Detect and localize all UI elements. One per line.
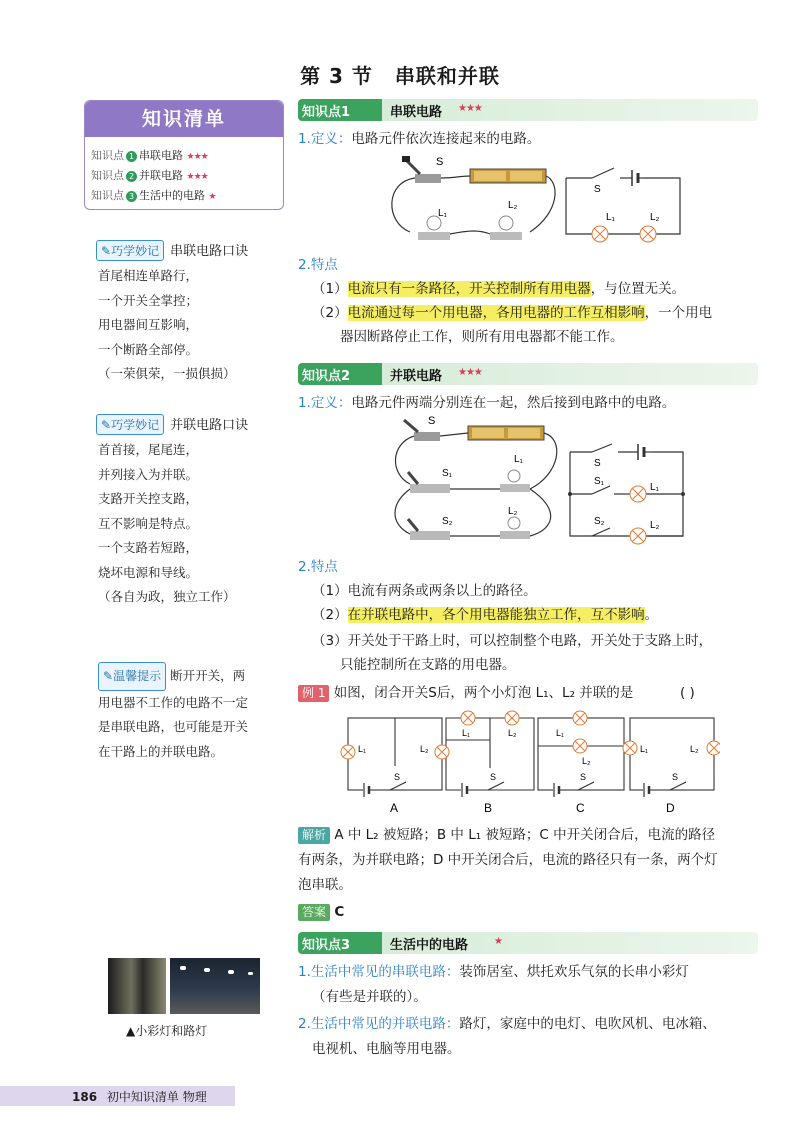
switch-label: S <box>672 772 679 782</box>
lamp-label: L₂ <box>690 744 699 754</box>
tip-warning: ✎温馨提示 断开开关，两 用电器不工作的电路不一定 是串联电路，也可能是开关 在干路上的并联电路。 <box>98 662 288 764</box>
kp2-feature-2: （2）在并联电路中，各个用电器能独立工作，互不影响。 <box>312 607 659 623</box>
switch-label: S₁ <box>594 476 605 487</box>
switch-label: S <box>436 156 444 168</box>
switch-label: S₂ <box>442 516 453 527</box>
kp3-item-2: 2.生活中常见的并联电路：路灯，家庭中的电灯、电吹风机、电冰箱、 <box>298 1016 716 1032</box>
lamp-icon <box>623 741 637 755</box>
lightbulb-icon: ✎ <box>101 418 112 432</box>
kp3-item-2-cont: 电视机、电脑等用电器。 <box>312 1041 461 1057</box>
lamp-label: L₂ <box>508 200 518 211</box>
analysis-line-3: 泡串联。 <box>298 877 352 893</box>
knowledge-list-header: 知识清单 <box>85 101 283 137</box>
star-icon: ★★★ <box>458 367 482 378</box>
knowledge-list-box <box>84 100 284 210</box>
lamp-label: L₂ <box>650 520 660 531</box>
page-title <box>0 60 800 89</box>
lamp-icon <box>707 741 720 755</box>
star-icon: ★★★ <box>186 152 208 162</box>
series-circuit-diagram <box>380 152 700 252</box>
lamp-label: L₁ <box>514 454 523 465</box>
analysis-line-2: 有两条，为并联电路；D 中开关闭合后，电流的路径只有一条，两个灯 <box>298 852 718 868</box>
lamp-icon <box>500 470 530 492</box>
lamp-label: L₁ <box>438 208 447 219</box>
photo-caption: ▲小彩灯和路灯 <box>126 1024 208 1038</box>
section-number: 第 3 节 <box>300 64 373 88</box>
parallel-circuit-diagram <box>390 414 700 554</box>
knowledge-list-item[interactable]: 知识点 3 生活中的电路 ★ <box>91 189 216 202</box>
tip-tag: ✎巧学妙记 <box>96 240 164 261</box>
answer-blank: ( ) <box>680 685 695 701</box>
analysis-line-1: 解析 A 中 L₂ 被短路；B 中 L₁ 被短路；C 中开关闭合后，电流的路径 <box>298 824 715 846</box>
lamp-icon <box>418 216 450 240</box>
lamp-label: L₁ <box>640 744 649 754</box>
example-1-question: 例 1 如图，闭合开关S后，两个小灯泡 L₁、L₂ 并联的是 <box>298 682 633 704</box>
lightbulb-icon: ✎ <box>101 244 112 258</box>
lamp-label: L₂ <box>650 212 660 223</box>
string-lights-photo <box>108 958 166 1014</box>
parallel-schematic <box>570 444 683 536</box>
footer <box>72 1088 207 1105</box>
lightbulb-icon: ✎ <box>103 669 114 683</box>
kp2-feature-3: （3）开关处于干路上时，可以控制整个电路，开关处于支路上时， <box>312 633 713 649</box>
lamp-icon <box>461 711 475 725</box>
option-label[interactable]: A <box>390 801 399 815</box>
kp3-item-1-cont: （有些是并联的）。 <box>312 989 427 1005</box>
kp2-definition: 1.定义：电路元件两端分别连在一起，然后接到电路中的电路。 <box>298 395 676 411</box>
lamp-label: L₂ <box>508 506 518 517</box>
lamp-label: L₂ <box>582 756 591 766</box>
section-name: 串联和并联 <box>394 64 500 88</box>
tip-parallel-header: ✎巧学妙记 并联电路口诀 <box>96 414 248 435</box>
book-title: 初中知识清单 物理 <box>106 1090 207 1104</box>
answer-row: 答案 C <box>298 901 344 923</box>
lamp-icon <box>505 711 519 725</box>
switch-label: S <box>394 772 401 782</box>
lamp-label: L₁ <box>556 728 565 738</box>
tip-series-header: ✎巧学妙记 串联电路口诀 <box>96 240 248 261</box>
kp1-definition: 1.定义：电路元件依次连接起来的电路。 <box>298 131 541 147</box>
page-number: 186 <box>72 1090 98 1104</box>
switch-label: S <box>580 772 587 782</box>
option-label[interactable]: C <box>576 801 585 815</box>
knowledge-list-item[interactable]: 知识点 1 串联电路 ★★★ <box>91 149 208 162</box>
tip-parallel-body: 首首接，尾尾连， 并列接入为并联。 支路开关控支路， 互不影响是特点。 一个支路若短路， 烧坏电源和导线。 （各自为政，独立工作） <box>98 442 236 604</box>
tip-tag: ✎温馨提示 <box>98 662 166 691</box>
kp1-bar: 知识点1 串联电路 ★★★ <box>298 99 758 121</box>
battery-icon <box>470 169 546 183</box>
switch-label: S₁ <box>442 468 453 479</box>
star-icon: ★★★ <box>186 172 208 182</box>
example-options-diagram <box>340 708 720 820</box>
lamp-label: L₂ <box>508 728 517 738</box>
lamp-icon <box>630 528 646 544</box>
lamp-icon <box>640 226 656 242</box>
star-icon: ★ <box>494 936 502 947</box>
lamp-icon <box>592 226 608 242</box>
lamp-icon <box>490 216 522 240</box>
battery-icon <box>468 426 544 440</box>
option-label[interactable]: D <box>666 801 675 815</box>
lamp-icon <box>630 486 646 502</box>
lamp-label: L₁ <box>606 212 615 223</box>
option-label[interactable]: B <box>484 801 493 815</box>
lamp-icon <box>573 739 587 753</box>
star-icon: ★ <box>208 192 216 202</box>
kp2-features-label: 2.特点 <box>298 559 338 575</box>
kp2-feature-3-cont: 只能控制所在支路的用电器。 <box>340 657 516 673</box>
star-icon: ★★★ <box>458 103 482 114</box>
lamp-icon <box>500 517 530 539</box>
lamp-label: L₂ <box>420 744 429 754</box>
lamp-icon <box>435 745 449 759</box>
tip-tag: ✎巧学妙记 <box>96 414 164 435</box>
lamp-icon <box>573 711 587 725</box>
kp1-feature-2: （2）电流通过每一个用电器，各用电器的工作互相影响，一个用电 <box>312 305 713 321</box>
lamp-label: L₁ <box>462 728 471 738</box>
kp2-feature-1: （1）电流有两条或两条以上的路径。 <box>312 583 537 599</box>
series-schematic <box>566 168 680 234</box>
tip-series-body: 首尾相连单路行， 一个开关全掌控； 用电器间互影响， 一个断路全部停。 （一荣俱荣，一损俱损） <box>98 268 236 381</box>
switch-label: S <box>594 458 601 469</box>
kp3-item-1: 1.生活中常见的串联电路：装饰居室、烘托欢乐气氛的长串小彩灯 <box>298 964 689 980</box>
street-lamp-photo <box>170 958 260 1014</box>
kp1-feature-2-cont: 器因断路停止工作，则所有用电器都不能工作。 <box>340 329 624 345</box>
knowledge-list-item[interactable]: 知识点 2 并联电路 ★★★ <box>91 169 208 182</box>
kp1-feature-1: （1）电流只有一条路径，开关控制所有用电器，与位置无关。 <box>312 281 686 297</box>
switch-label: S <box>490 772 497 782</box>
kp2-bar: 知识点2 并联电路 ★★★ <box>298 363 758 385</box>
kp3-bar: 知识点3 生活中的电路 ★ <box>298 932 758 954</box>
lamp-label: L₁ <box>650 482 659 493</box>
lamp-icon <box>341 745 355 759</box>
switch-label: S <box>594 184 601 195</box>
lamp-label: L₁ <box>358 744 367 754</box>
switch-label: S₂ <box>594 516 605 527</box>
switch-label: S <box>428 415 436 427</box>
kp1-features-label: 2.特点 <box>298 257 338 273</box>
